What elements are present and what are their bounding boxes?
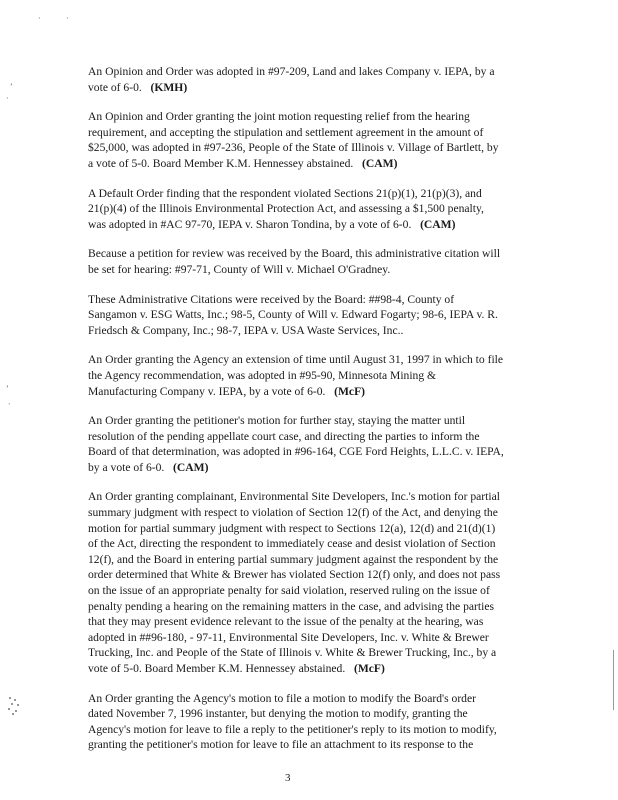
paragraph-line-text: resolution of the pending appellate court case, and directing the parties to inform the [88, 429, 480, 443]
paragraph-line-text: $25,000, was adopted in #97-236, People of the State of Illinois v. Village of Bartlett, by [88, 141, 499, 155]
paragraph-line [88, 737, 528, 753]
paragraph-line-text: Friedsch & Company, Inc.; 98-7, IEPA v. USA Waste Services, Inc.. [88, 323, 404, 337]
paragraph-line [88, 429, 528, 445]
paragraph-line-text: 12(f), and the Board in entering partial summary judgment against the respondent by the [88, 552, 499, 566]
paragraph-line [88, 156, 528, 172]
paragraph-line [88, 262, 528, 278]
paragraph-line-text: An Order granting complainant, Environmental Site Developers, Inc.'s motion for partial [88, 490, 500, 504]
paragraph-line-text: Board of that determination, was adopted in #96-164, CGE Ford Heights, L.L.C. v. IEPA, [88, 445, 504, 459]
paragraph-line [88, 109, 528, 125]
paragraph-line [88, 140, 528, 156]
paragraph-line-text: that they may present evidence relevant to the issue of the penalty at the hearing, was [88, 615, 484, 629]
paragraph-line [88, 630, 528, 646]
paragraph-line [88, 691, 528, 707]
paragraph-line-text: requirement, and accepting the stipulation and settlement agreement in the amount of [88, 125, 484, 139]
paragraph-line-text: A Default Order finding that the respondent violated Sections 21(p)(1), 21(p)(3), and [88, 186, 482, 200]
scan-edge-mark [613, 650, 614, 710]
paragraph-line [88, 567, 528, 583]
board-member-initials: (CAM) [362, 156, 398, 170]
paragraph-line [88, 307, 528, 323]
paragraph-line-text: the Agency recommendation, was adopted in #95-90, Minnesota Mining & [88, 368, 437, 382]
paragraph-line [88, 246, 528, 262]
paragraph-line-text: motion for partial summary judgment with respect to Sections 12(a), 12(d) and 21(d)(1) [88, 521, 496, 535]
scan-speck: · [66, 14, 69, 23]
minutes-paragraph [88, 64, 528, 95]
minutes-paragraph [88, 292, 528, 339]
paragraph-line-text: order determined that White & Brewer has violated Section 12(f) only, and does not pass [88, 568, 501, 582]
paragraph-line-text: Trucking, Inc. and People of the State of Illinois v. White & Brewer Trucking, Inc., by a [88, 646, 497, 660]
paragraph-line-text: a vote of 5-0. Board Member K.M. Hennessey abstained. [88, 156, 354, 170]
paragraph-line-text: Agency's motion for leave to file a reply to the petitioner's reply to its motion to modify, [88, 722, 497, 736]
paragraph-line [88, 552, 528, 568]
paragraph-line [88, 489, 528, 505]
paragraph-line [88, 583, 528, 599]
paragraph-line [88, 536, 528, 552]
paragraph-line [88, 64, 528, 80]
paragraph-line-text: An Order granting the Agency's motion to file a motion to modify the Board's order [88, 691, 476, 705]
board-member-initials: (CAM) [420, 217, 456, 231]
paragraph-line-text: An Opinion and Order granting the joint motion requesting relief from the hearing [88, 110, 470, 124]
paragraph-line [88, 201, 528, 217]
board-member-initials: (McF) [353, 662, 385, 675]
paragraph-line-text: Because a petition for review was received by the Board, this administrative citation will [88, 247, 501, 261]
minutes-paragraph [88, 109, 528, 171]
scan-speckle-cluster [6, 695, 22, 715]
paragraph-line-text: be set for hearing: #97-71, County of Will v. Michael O'Gradney. [88, 262, 391, 276]
paragraph-line [88, 645, 528, 661]
paragraph-line [88, 722, 528, 738]
paragraph-line [88, 444, 528, 460]
board-member-initials: (CAM) [173, 460, 209, 474]
paragraph-line [88, 292, 528, 308]
scan-speck: ʼ [10, 82, 13, 91]
minutes-paragraph [88, 691, 528, 753]
paragraph-line [88, 706, 528, 722]
minutes-paragraph [88, 186, 528, 233]
paragraph-line [88, 661, 528, 677]
paragraph-line-text: An Opinion and Order was adopted in #97-209, Land and lakes Company v. IEPA, by a [88, 65, 495, 78]
paragraph-line-text: by a vote of 6-0. [88, 460, 165, 474]
minutes-body [88, 64, 528, 767]
paragraph-line [88, 384, 528, 400]
paragraph-line [88, 521, 528, 537]
paragraph-line-text: 21(p)(4) of the Illinois Environmental Protection Act, and assessing a $1,500 penalty, [88, 202, 484, 216]
paragraph-line-text: on the issue of an appropriate penalty for said violation, reserved ruling on the issue of [88, 584, 490, 598]
minutes-paragraph [88, 352, 528, 399]
paragraph-line-text: Sangamon v. ESG Watts, Inc.; 98-5, County of Will v. Edward Fogarty; 98-6, IEPA v. R. [88, 308, 498, 322]
paragraph-line [88, 460, 528, 476]
paragraph-line [88, 217, 528, 233]
paragraph-line-text: An Order granting the Agency an extension of time until August 31, 1997 in which to file [88, 353, 504, 367]
minutes-paragraph [88, 413, 528, 475]
scan-speck: · [38, 14, 41, 23]
paragraph-line-text: dated November 7, 1996 instanter, but denying the motion to modify, granting the [88, 707, 468, 721]
board-member-initials: (McF) [334, 384, 366, 398]
page-number: 3 [285, 772, 291, 784]
scan-speck: ˋ [8, 402, 11, 411]
paragraph-line [88, 352, 528, 368]
paragraph-line [88, 186, 528, 202]
paragraph-line-text: of the Act, directing the respondent to immediately cease and desist violation of Section [88, 537, 496, 551]
paragraph-line [88, 368, 528, 384]
paragraph-line-text: vote of 6-0. [88, 80, 142, 94]
paragraph-line-text: Manufacturing Company v. IEPA, by a vote of 6-0. [88, 384, 326, 398]
paragraph-line [88, 80, 528, 96]
paragraph-line-text: adopted in ##96-180, - 97-11, Environmental Site Developers, Inc. v. White & Brewer [88, 630, 489, 644]
paragraph-line-text: vote of 5-0. Board Member K.M. Hennessey abstained. [88, 662, 346, 675]
paragraph-line [88, 413, 528, 429]
paragraph-line-text: penalty pending a hearing on the remaining matters in the case, and advising the parties [88, 599, 494, 613]
paragraph-line [88, 125, 528, 141]
paragraph-line [88, 599, 528, 615]
paragraph-line-text: summary judgment with respect to violation of Section 12(f) of the Act, and denying the [88, 506, 498, 520]
paragraph-line [88, 505, 528, 521]
scan-speck: · [6, 94, 9, 103]
scan-speck: ʼ [6, 384, 9, 393]
board-member-initials: (KMH) [150, 80, 188, 94]
paragraph-line-text: granting the petitioner's motion for leave to file an attachment to its response to the [88, 738, 474, 752]
paragraph-line [88, 614, 528, 630]
paragraph-line-text: These Administrative Citations were received by the Board: ##98-4, County of [88, 292, 455, 306]
paragraph-line-text: was adopted in #AC 97-70, IEPA v. Sharon Tondina, by a vote of 6-0. [88, 217, 412, 231]
paragraph-line [88, 323, 528, 339]
minutes-paragraph [88, 489, 528, 676]
minutes-paragraph [88, 246, 528, 277]
paragraph-line-text: An Order granting the petitioner's motion for further stay, staying the matter until [88, 414, 466, 428]
